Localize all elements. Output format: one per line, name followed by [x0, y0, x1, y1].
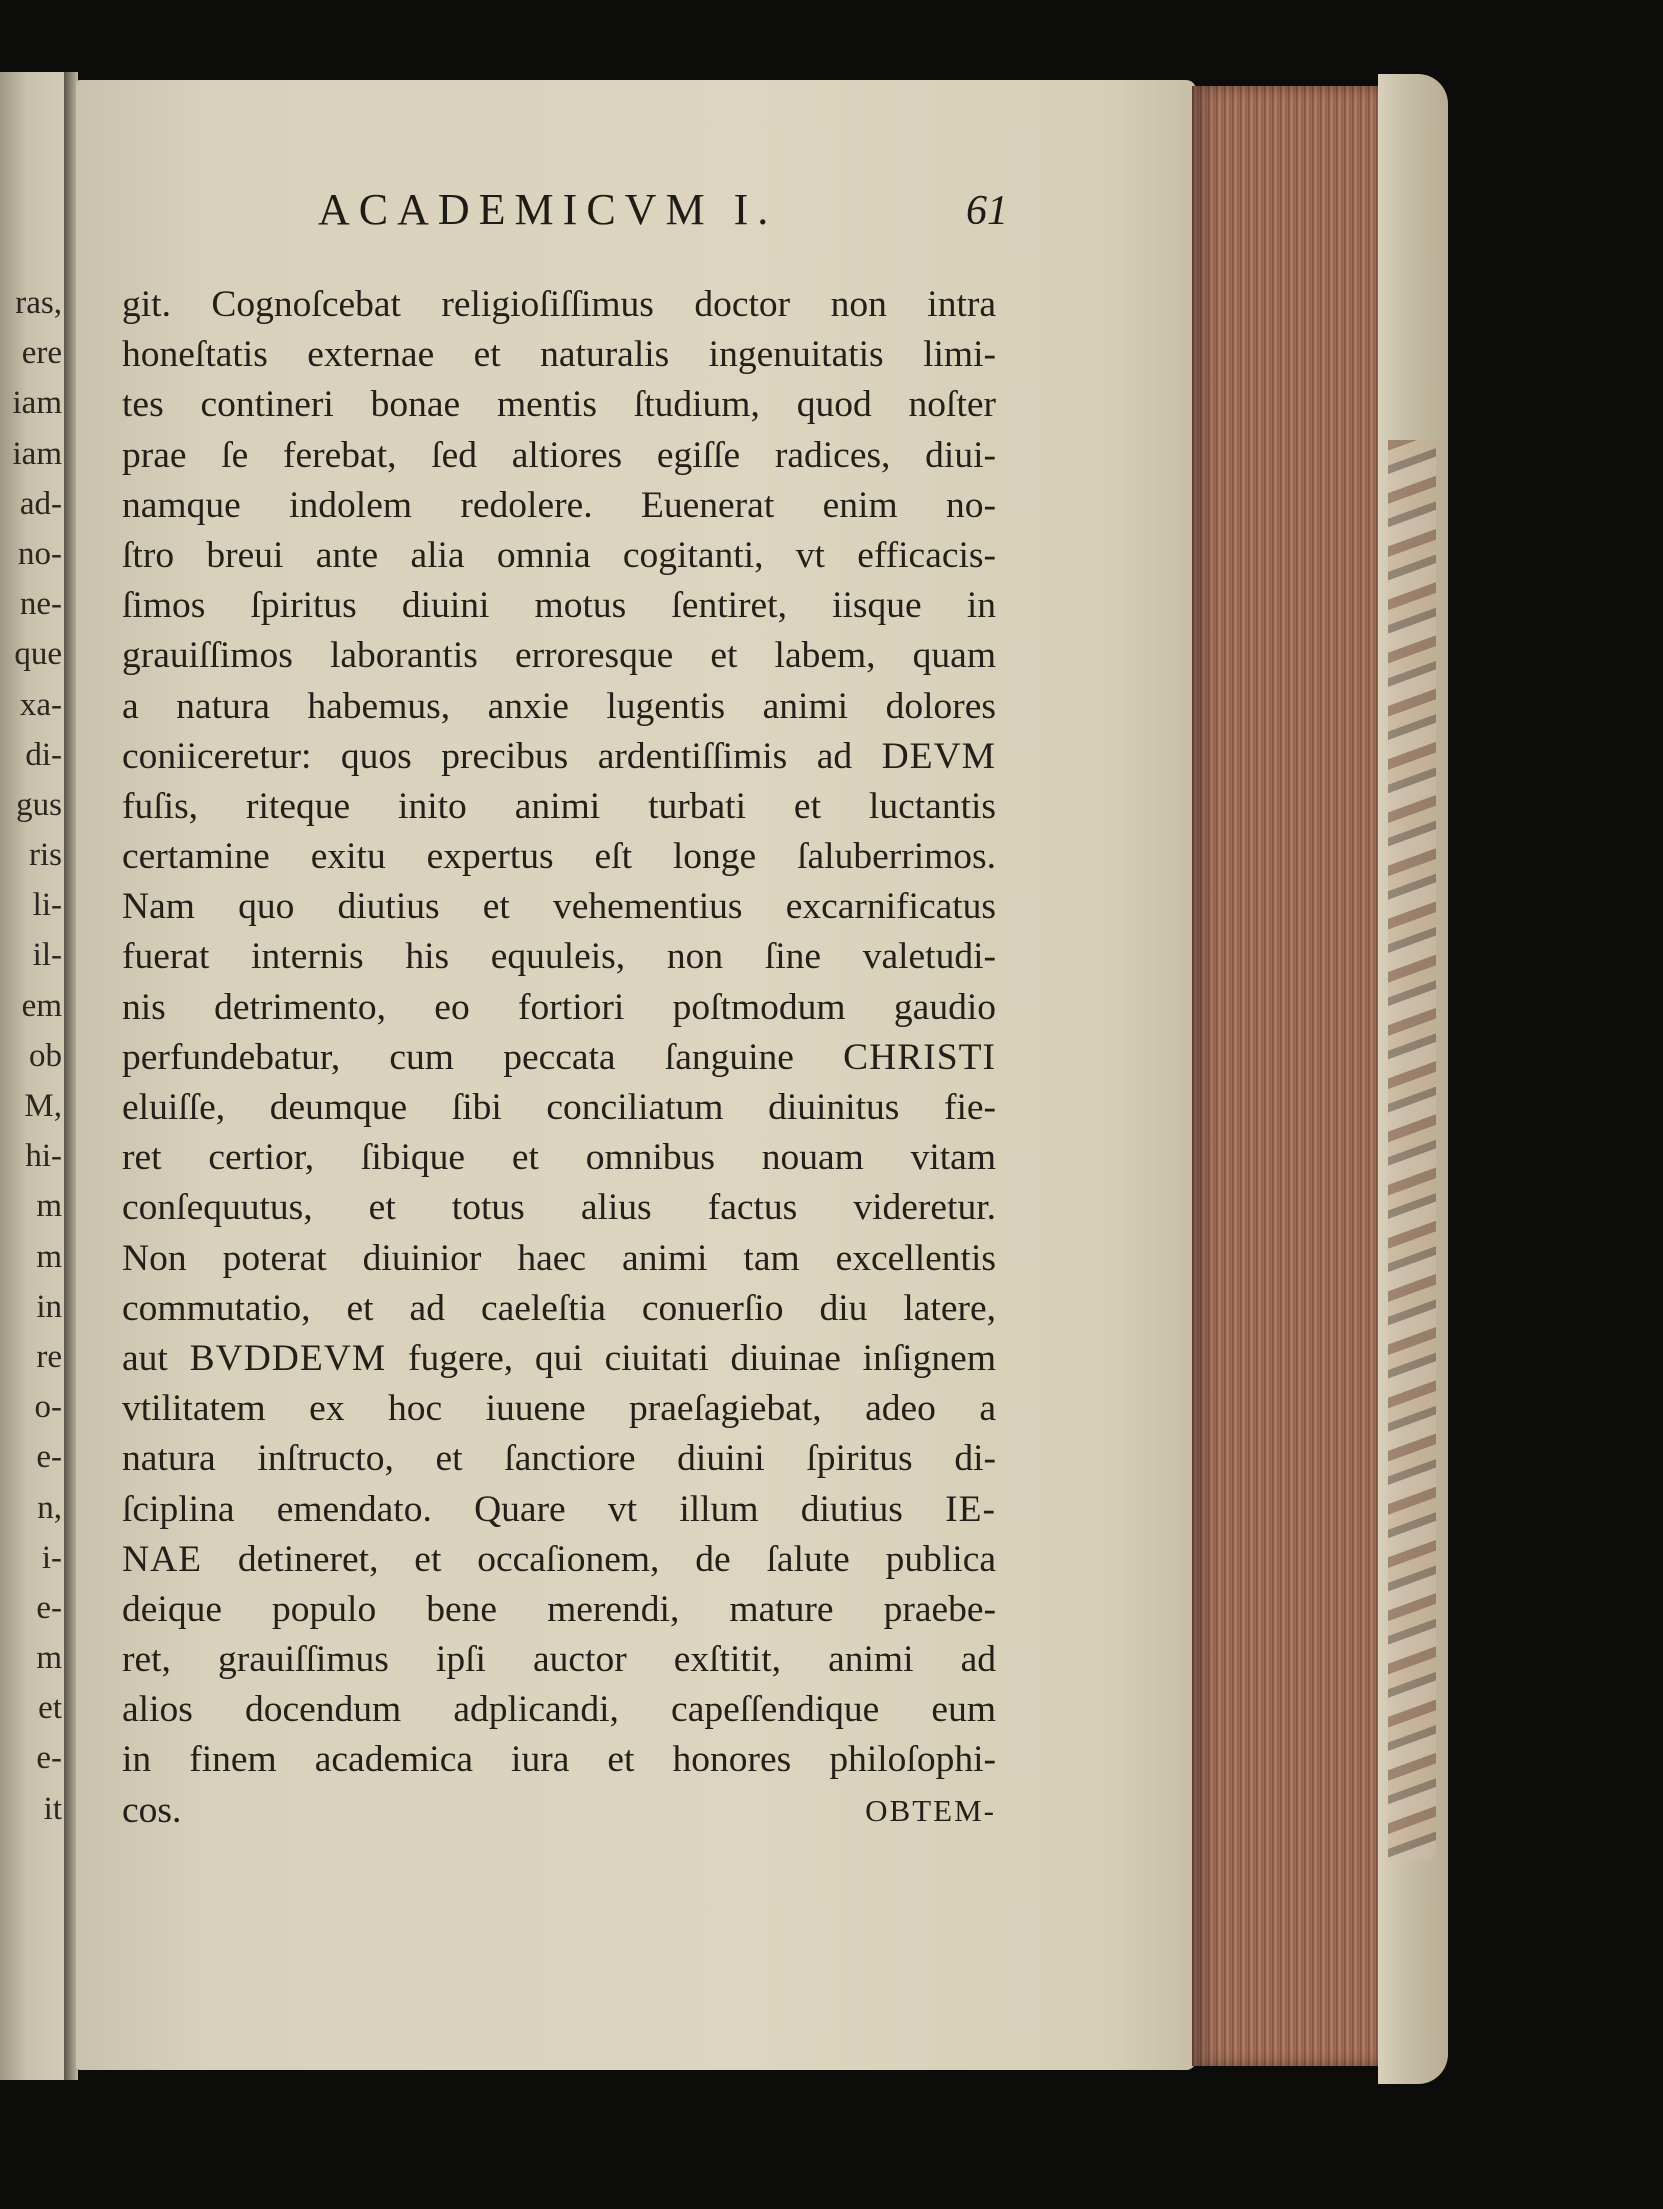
- previous-page: [0, 72, 68, 2080]
- previous-page-line-fragment: m: [36, 1188, 62, 1225]
- previous-page-line-fragment: ad-: [19, 485, 62, 522]
- marbled-endpaper: [1388, 440, 1436, 1860]
- previous-page-line-fragment: i-: [41, 1539, 62, 1576]
- text-line: git. Cognoſcebat religioſiſſimus doctor non intra: [122, 284, 996, 325]
- previous-page-line-fragment: xa-: [19, 686, 62, 723]
- text-line: perfundebatur, cum peccata ſanguine CHRISTI: [122, 1036, 996, 1078]
- text-line: eluiſſe, deumque ſibi conciliatum diuinitus fie-: [122, 1087, 996, 1128]
- text-line: fuerat internis his equuleis, non ſine valetudi-: [122, 936, 996, 978]
- previous-page-line-fragment: n,: [37, 1489, 62, 1526]
- text-line: prae ſe ferebat, ſed altiores egiſſe radices, diui-: [122, 434, 996, 476]
- text-line: NAE detineret, et occaſionem, de ſalute publica: [122, 1538, 996, 1580]
- text-line: Non poterat diuinior haec animi tam excellentis: [122, 1237, 996, 1279]
- previous-page-text-fragments: [0, 278, 68, 1834]
- previous-page-line-fragment: m: [36, 1640, 62, 1677]
- previous-page-line-fragment: o-: [34, 1389, 62, 1426]
- text-line: certamine exitu expertus eſt longe ſaluberrimos.: [122, 836, 996, 878]
- catchword: OBTEM-: [865, 1792, 996, 1828]
- previous-page-line-fragment: di-: [25, 736, 62, 773]
- text-line: tes contineri bonae mentis ſtudium, quod noſter: [122, 384, 996, 426]
- text-line: grauiſſimos laborantis erroresque et labem, quam: [122, 635, 996, 677]
- previous-page-line-fragment: m: [36, 1238, 62, 1275]
- text-line: ſtro breui ante alia omnia cogitanti, vt efficacis-: [122, 534, 996, 576]
- small-caps-name: CHRISTI: [843, 1036, 996, 1078]
- previous-page-line-fragment: in: [36, 1288, 62, 1325]
- running-head-title: ACADEMICVM I.: [318, 185, 778, 234]
- previous-page-line-fragment: ere: [21, 335, 62, 372]
- text-line: a natura habemus, anxie lugentis animi dolores: [122, 685, 996, 727]
- text-line: fuſis, riteque inito animi turbati et luctantis: [122, 785, 996, 827]
- page-number: 61: [966, 188, 1008, 234]
- previous-page-line-fragment: it: [43, 1790, 62, 1827]
- running-head: [318, 184, 1008, 244]
- text-line: commutatio, et ad caeleſtia conuerſio diu latere,: [122, 1287, 996, 1329]
- text-line: Nam quo diutius et vehementius excarnificatus: [122, 886, 996, 928]
- previous-page-line-fragment: ris: [29, 837, 62, 874]
- previous-page-line-fragment: e-: [36, 1439, 62, 1476]
- small-caps-name: BVDDEVM: [189, 1337, 387, 1379]
- previous-page-line-fragment: e-: [36, 1589, 62, 1626]
- previous-page-line-fragment: hi-: [25, 1138, 62, 1175]
- text-line: honeſtatis externae et naturalis ingenuitatis limi-: [122, 334, 996, 376]
- previous-page-line-fragment: li-: [32, 887, 62, 924]
- previous-page-line-fragment: gus: [16, 786, 62, 823]
- previous-page-line-fragment: M,: [24, 1088, 62, 1124]
- text-line: ſciplina emendato. Quare vt illum diutius IE-: [122, 1488, 996, 1530]
- previous-page-line-fragment: et: [38, 1690, 62, 1727]
- previous-page-line-fragment: iam: [12, 385, 62, 422]
- text-line: in finem academica iura et honores philoſophi-: [122, 1739, 996, 1781]
- previous-page-line-fragment: no-: [18, 535, 62, 572]
- text-line: ret, grauiſſimus ipſi auctor exſtitit, animi ad: [122, 1639, 996, 1681]
- text-line: conſequutus, et totus alius factus videretur.: [122, 1187, 996, 1229]
- text-line: aut BVDDEVM fugere, qui ciuitati diuinae inſignem: [122, 1337, 996, 1379]
- previous-page-line-fragment: ob: [29, 1037, 62, 1074]
- final-word: cos.: [122, 1789, 182, 1831]
- text-line: namque indolem redolere. Euenerat enim no-: [122, 484, 996, 526]
- body-text: [122, 280, 996, 1836]
- previous-page-line-fragment: que: [14, 636, 62, 673]
- previous-page-line-fragment: ne-: [19, 586, 62, 623]
- previous-page-line-fragment: em: [21, 987, 62, 1024]
- page-fore-edge: [1192, 86, 1384, 2066]
- text-line: vtilitatem ex hoc iuuene praeſagiebat, adeo a: [122, 1388, 996, 1430]
- previous-page-line-fragment: il-: [32, 937, 62, 974]
- small-caps-name: IE-: [945, 1488, 996, 1530]
- previous-page-line-fragment: e-: [36, 1740, 62, 1777]
- text-line: natura inſtructo, et ſanctiore diuini ſpiritus di-: [122, 1438, 996, 1480]
- text-line: nis detrimento, eo fortiori poſtmodum gaudio: [122, 986, 996, 1028]
- small-caps-name: NAE: [122, 1538, 203, 1580]
- previous-page-line-fragment: iam: [12, 435, 62, 472]
- previous-page-line-fragment: ras,: [15, 285, 62, 321]
- small-caps-name: DEVM: [881, 735, 996, 777]
- text-line: alios docendum adplicandi, capeſſendique eum: [122, 1689, 996, 1731]
- text-line: ret certior, ſibique et omnibus nouam vitam: [122, 1137, 996, 1179]
- previous-page-line-fragment: re: [36, 1338, 62, 1375]
- text-line: deique populo bene merendi, mature praebe-: [122, 1588, 996, 1630]
- text-line: coniiceretur: quos precibus ardentiſſimis ad DEVM: [122, 735, 996, 777]
- text-line: ſimos ſpiritus diuini motus ſentiret, iisque in: [122, 585, 996, 627]
- last-text-line: [122, 1786, 996, 1836]
